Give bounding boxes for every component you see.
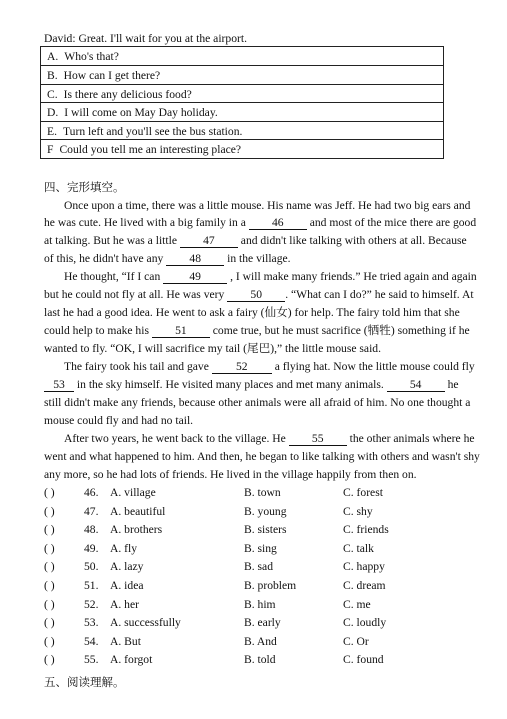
question-row (0, 505, 507, 521)
question-row (0, 616, 507, 632)
blank-49[interactable]: 49 (163, 271, 227, 284)
passage-line: 53 in the sky himself. He visited many places and met many animals. 54 he (44, 378, 459, 392)
answer-paren[interactable]: ( ) (44, 616, 55, 630)
option-c-choice: C. forest (343, 486, 383, 499)
question-row (0, 542, 507, 558)
option-b-choice: B. sisters (244, 523, 287, 537)
passage-line: any more, so he had lots of friends. He lived in the village happily from then on. (44, 468, 417, 481)
option-c-choice: C. shy (343, 504, 373, 518)
option-c-choice: C. friends (343, 523, 389, 537)
passage-line: Once upon a time, there was a little mouse. His name was Jeff. He had two big ears and (64, 199, 471, 212)
blank-51[interactable]: 51 (152, 325, 210, 338)
option-a-choice: A. village (110, 486, 156, 499)
option-c-choice: C. loudly (343, 616, 387, 630)
question-row (0, 560, 507, 576)
option-a-choice: A. But (110, 634, 141, 648)
option-a-choice: A. successfully (110, 616, 181, 630)
question-number: 46. (84, 486, 99, 499)
option-a-choice: A. fly (110, 541, 138, 555)
blank-55[interactable]: 55 (289, 433, 347, 446)
question-number: 47. (84, 504, 99, 518)
option-c-choice: C. found (343, 653, 384, 667)
passage-line: He thought, “If I can 49 , I will make many friends.” He tried again and again (64, 270, 477, 283)
blank-54[interactable]: 54 (387, 379, 445, 392)
option-b: B. How can I get there? (47, 69, 161, 82)
option-b-choice: B. told (244, 653, 276, 667)
question-number: 52. (84, 597, 99, 611)
option-a-choice: A. her (110, 597, 139, 611)
question-row (0, 523, 507, 539)
blank-46[interactable]: 46 (249, 217, 307, 230)
question-number: 48. (84, 523, 99, 537)
question-number: 49. (84, 541, 99, 555)
answer-paren[interactable]: ( ) (44, 523, 55, 537)
question-row (0, 653, 507, 669)
option-c-choice: C. dream (343, 579, 386, 592)
option-c-choice: C. me (343, 597, 371, 611)
option-d: D. I will come on May Day holiday. (47, 106, 218, 119)
passage-line: he was cute. He lived with a big family in a 46 and most of the mice there are good (44, 216, 477, 229)
blank-53[interactable]: 53 (44, 379, 74, 392)
passage-line: After two years, he went back to the village. He 55 the other animals where he (64, 432, 475, 445)
option-b-choice: B. sing (244, 541, 277, 555)
answer-paren[interactable]: ( ) (44, 597, 55, 611)
question-row (0, 486, 507, 502)
answer-paren[interactable]: ( ) (44, 653, 55, 667)
option-a: A. Who's that? (47, 50, 119, 63)
question-number: 54. (84, 634, 99, 648)
question-number: 50. (84, 560, 99, 574)
answer-paren[interactable]: ( ) (44, 486, 55, 499)
dialogue-last-line: David: Great. I'll wait for you at the airport. (44, 32, 247, 45)
option-b-choice: B. him (244, 597, 276, 611)
option-a-choice: A. beautiful (110, 504, 166, 518)
question-number: 51. (84, 579, 99, 592)
passage-line: last he had a good idea. He went to ask a fairy (仙女) for help. The fairy told him that she (44, 306, 460, 319)
blank-50[interactable]: 50 (227, 289, 285, 302)
passage-line: wanted to fly. “OK, I will sacrifice my tail (尾巴),” the little mouse said. (44, 342, 381, 355)
passage-line: could help to make his 51 come true, but he must sacrifice (牺牲) something if he (44, 324, 470, 337)
option-a-choice: A. lazy (110, 560, 144, 574)
passage-line: still didn't make any friends, because other animals were all afraid of him. No one thought a (44, 396, 471, 409)
question-row (0, 598, 507, 614)
question-row (0, 579, 507, 595)
answer-paren[interactable]: ( ) (44, 560, 55, 574)
passage-line: went and what happened to him. And then, he began to like talking with others and wasn't shy (44, 450, 480, 463)
answer-paren[interactable]: ( ) (44, 504, 55, 518)
blank-47[interactable]: 47 (180, 235, 238, 248)
option-c-choice: C. talk (343, 541, 374, 555)
option-a-choice: A. brothers (110, 523, 163, 537)
option-a-choice: A. idea (110, 579, 144, 592)
blank-52[interactable]: 52 (212, 361, 272, 374)
passage-line: of this, he didn't have any 48 in the village. (44, 252, 291, 265)
option-b-choice: B. problem (244, 579, 297, 592)
question-number: 53. (84, 616, 99, 630)
answer-paren[interactable]: ( ) (44, 634, 55, 648)
option-e: E. Turn left and you'll see the bus station. (47, 125, 243, 138)
option-c-choice: C. happy (343, 560, 385, 574)
option-b-choice: B. sad (244, 560, 273, 574)
section4-title: 四、完形填空。 (44, 180, 125, 194)
blank-48[interactable]: 48 (166, 253, 224, 266)
question-row (0, 635, 507, 651)
passage-line: but he could not fly at all. He was very 50 . “What can I do?” he said to himself. At (44, 288, 474, 301)
question-number: 55. (84, 653, 99, 667)
option-a-choice: A. forgot (110, 653, 153, 667)
answer-paren[interactable]: ( ) (44, 579, 55, 592)
option-f: F Could you tell me an interesting place? (47, 143, 242, 156)
section5-title: 五、阅读理解。 (44, 675, 125, 689)
option-b-choice: B. And (244, 634, 277, 648)
option-b-choice: B. young (244, 504, 287, 518)
option-b-choice: B. town (244, 486, 281, 499)
passage-line: at talking. But he was a little 47 and didn't like talking with others at all. Because (44, 234, 467, 247)
option-b-choice: B. early (244, 616, 281, 630)
option-c-choice: C. Or (343, 634, 369, 648)
answer-paren[interactable]: ( ) (44, 541, 55, 555)
options-box (40, 46, 444, 159)
passage-line: The fairy took his tail and gave 52 a flying hat. Now the little mouse could fly (64, 360, 475, 373)
passage-line: mouse could fly and had no tail. (44, 414, 194, 427)
option-c: C. Is there any delicious food? (47, 88, 192, 101)
